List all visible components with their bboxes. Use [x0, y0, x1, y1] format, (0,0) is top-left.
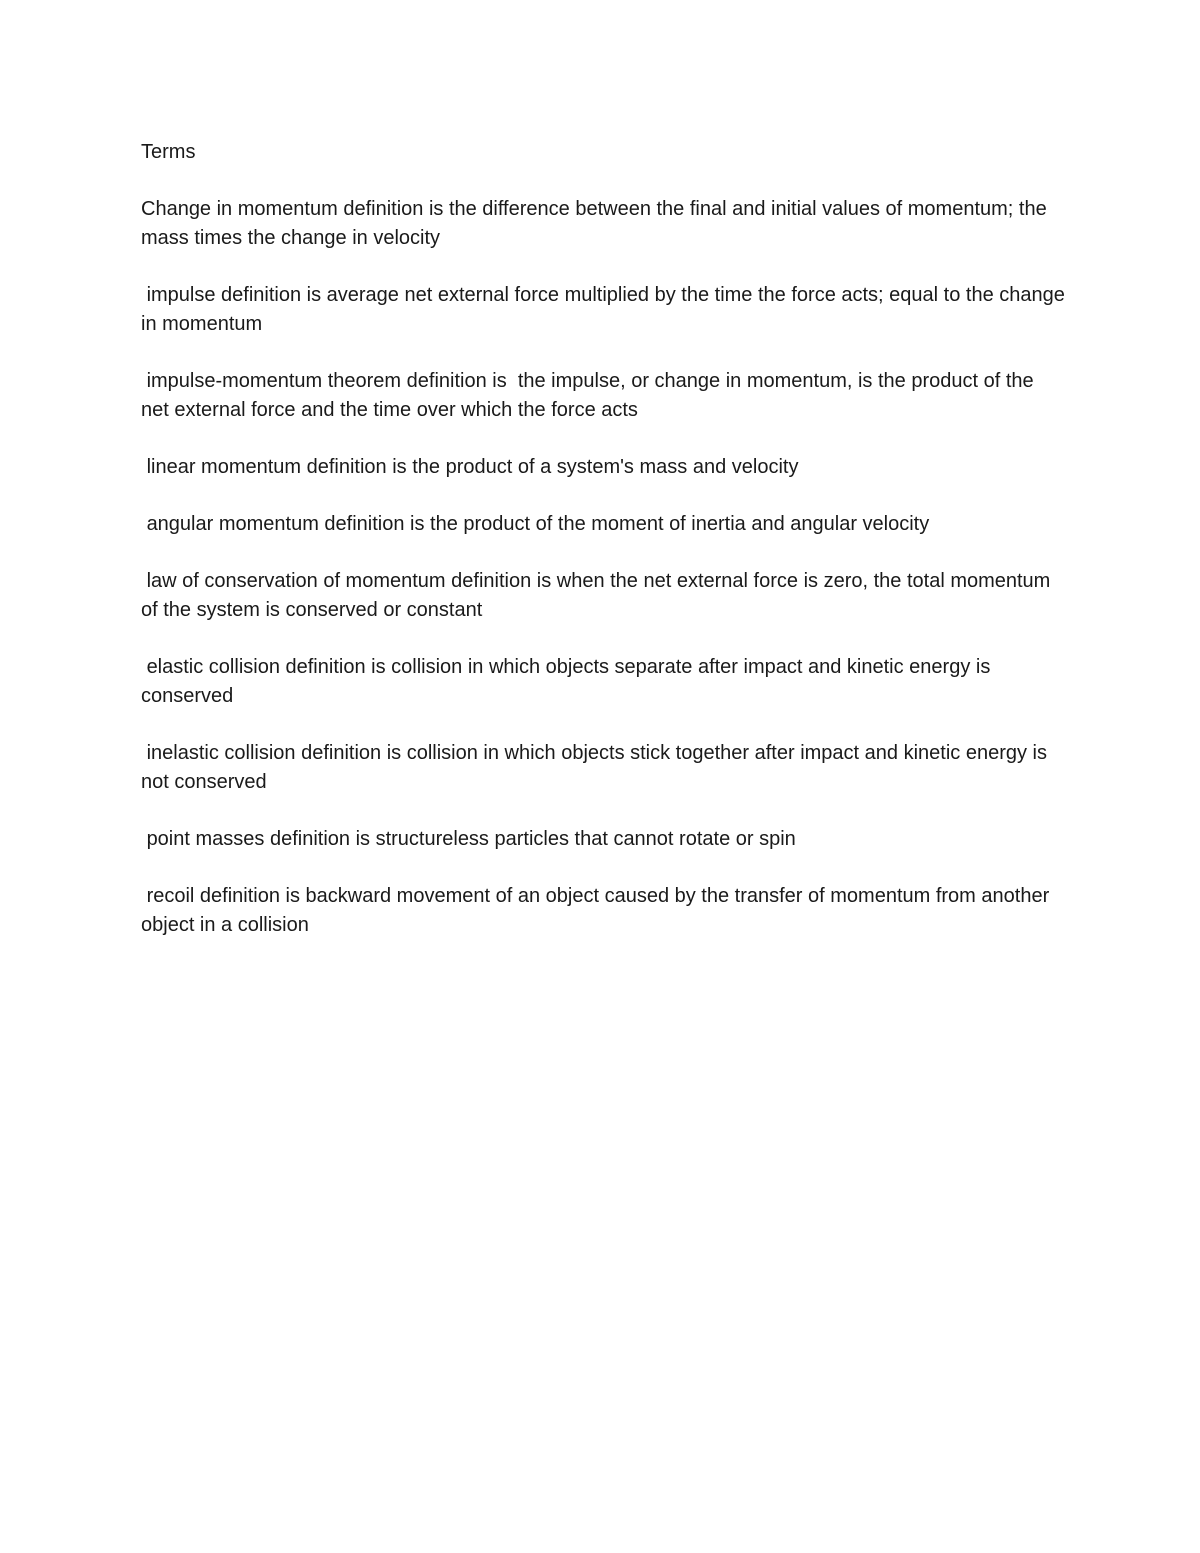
- term-point-masses: point masses definition is structureless particles that cannot rotate or spin: [141, 828, 796, 850]
- term-recoil: recoil definition is backward movement of an object caused by the transfer of momentum from another object in a collision: [141, 885, 1055, 936]
- term-angular-momentum: angular momentum definition is the product of the moment of inertia and angular velocity: [141, 513, 930, 535]
- term-impulse: impulse definition is average net external force multiplied by the time the force acts; equal to the change in momentum: [141, 284, 1071, 335]
- term-linear-momentum: linear momentum definition is the product of a system's mass and velocity: [141, 456, 799, 478]
- term-impulse-momentum-theorem: impulse-momentum theorem definition is the impulse, or change in momentum, is the product of the net external force and the time over which the force acts: [141, 370, 1040, 421]
- document-body: [141, 138, 1071, 968]
- term-change-in-momentum: Change in momentum definition is the difference between the final and initial values of momentum; the mass times the change in velocity: [141, 198, 1053, 249]
- term-elastic-collision: elastic collision definition is collision in which objects separate after impact and kinetic energy is conserved: [141, 656, 996, 707]
- term-inelastic-collision: inelastic collision definition is collision in which objects stick together after impact and kinetic energy is not conserved: [141, 742, 1053, 793]
- document-title: Terms: [141, 141, 196, 163]
- term-conservation-of-momentum: law of conservation of momentum definition is when the net external force is zero, the total momentum of the system is conserved or constant: [141, 570, 1056, 621]
